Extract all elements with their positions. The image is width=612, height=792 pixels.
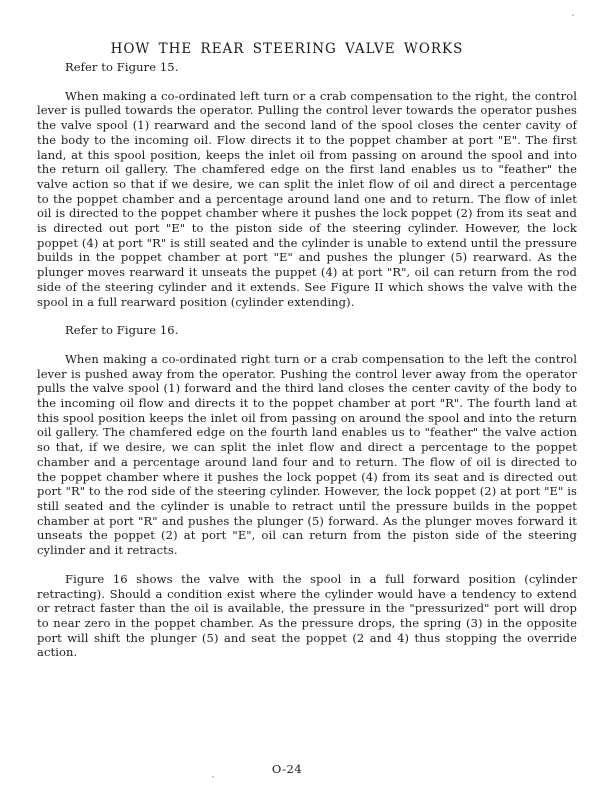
- scan-speck-icon: [212, 776, 214, 778]
- paragraph-left-turn-operation: When making a co-ordinated left turn or a crab compensation to the right, the control lever is pulled towards the operator. Pulling the control lever towards the operator pushes the valve spool (1) rearward and the second land of the spool closes the center cavity of the body to the incoming oil. Flow directs it to the poppet chamber at port "E". The first land, at this spool position, keeps the inlet oil from passing on around the spool and into the return oil gallery. The chamfered edge on the first land enables us to "feather" the valve action so that if we desire, we can split the inlet flow of oil and direct a percentage to the poppet chamber and a percentage around land one and to return. The flow of inlet oil is directed to the poppet chamber where it pushes the lock poppet (2) from its seat and is directed out port "E" to the piston side of the steering cylinder. However, the lock poppet (4) at port "R" is still seated and the cylinder is unable to extend until the pressure builds in the poppet chamber at port "E" and pushes the plunger (5) rearward. As the plunger moves rearward it unseats the puppet (4) at port "R", oil can return from the rod side of the steering cylinder and it extends. See Figure II which shows the valve with the spool in a full rearward position (cylinder extending).: [37, 88, 577, 309]
- figure-15-reference: Refer to Figure 15.: [65, 60, 179, 74]
- body-text-block: [37, 60, 577, 674]
- paragraph-override-action: Figure 16 shows the valve with the spool in a full forward position (cylinder retracting). Should a condition exist where the cylinder would have a tendency to extend or retract faster than the oil is available, the pressure in the "pressurized" port will drop to near zero in the poppet chamber. As the pressure drops, the spring (3) in the opposite port will shift the plunger (5) and seat the poppet (2 and 4) thus stopping the override action.: [37, 571, 577, 660]
- figure-16-reference: Refer to Figure 16.: [65, 323, 179, 338]
- paragraph-right-turn-operation: When making a co-ordinated right turn or a crab compensation to the left the control lever is pushed away from the operator. Pushing the control lever away from the operator pulls the valve spool (1) forward and the third land closes the center cavity of the body to the incoming oil flow and directs it to the poppet chamber at port "R". The fourth land at this spool position keeps the inlet oil from passing on around the spool and into the return oil gallery. The chamfered edge on the fourth land enables us to "feather" the valve action so that, if we desire, we can split the inlet flow and direct a percentage to the poppet chamber and a percentage around land four and to return. The flow of oil is directed to the poppet chamber where it pushes the lock poppet (4) from its seat and is directed out port "R" to the rod side of the steering cylinder. However, the lock poppet (2) at port "E" is still seated and the cylinder is unable to retract until the pressure builds in the poppet chamber at port "R" and pushes the plunger (5) forward. As the plunger moves forward it unseats the poppet (2) at port "E", oil can return from the piston side of the steering cylinder and it retracts.: [37, 351, 577, 558]
- page-number: O-24: [271, 762, 303, 776]
- scan-speck-icon: [572, 14, 574, 16]
- page-title: HOW THE REAR STEERING VALVE WORKS: [110, 41, 464, 58]
